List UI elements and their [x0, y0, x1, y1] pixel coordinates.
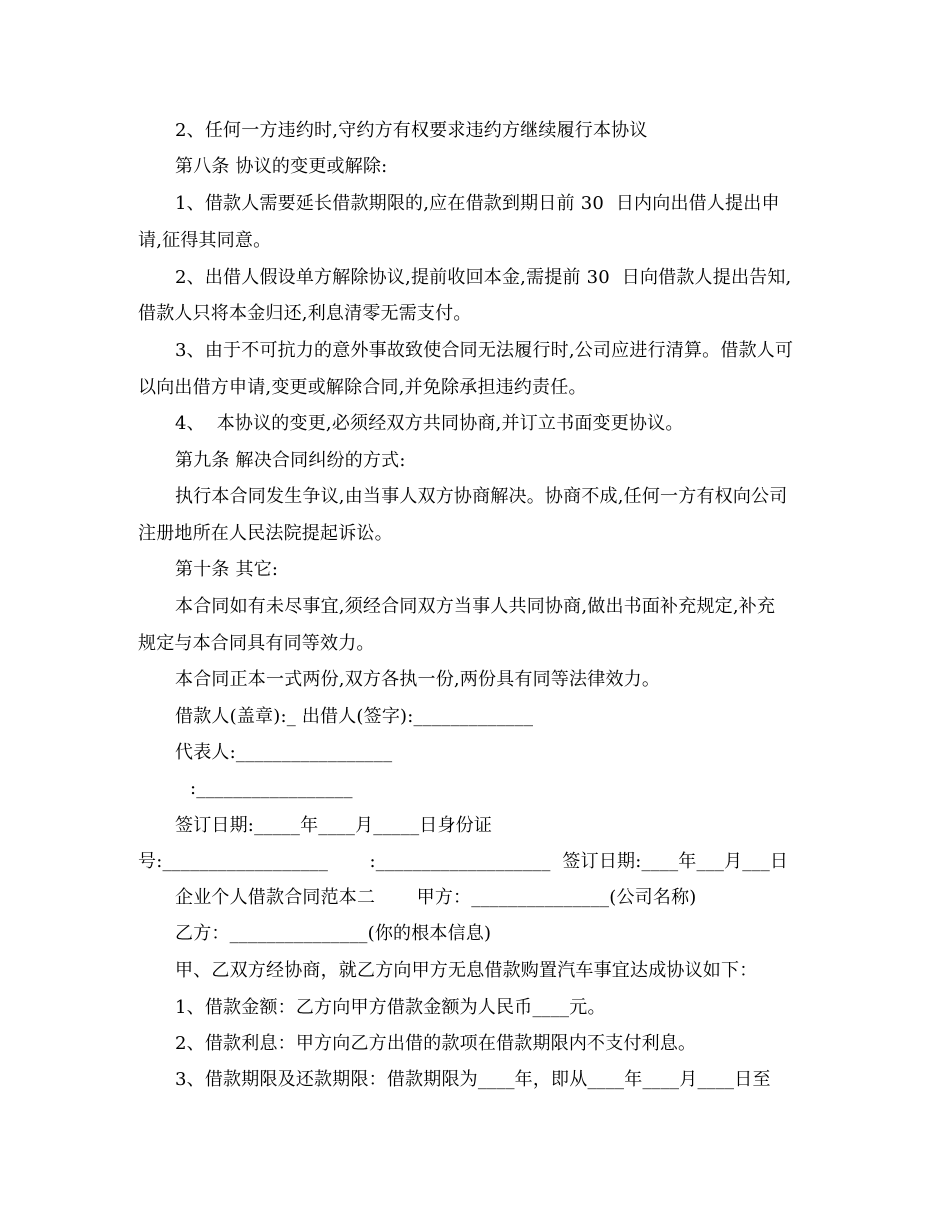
text-line-27: 3、借款期限及还款期限：借款期限为____年，即从____年____月____日至: [175, 1069, 771, 1090]
signature-line-id-date: 号:__________________ :___________________ 签订日期:____年___月___日: [138, 851, 789, 872]
text-line-9: 4、 本协议的变更,必须经双方共同协商,并订立书面变更协议。: [175, 413, 684, 434]
section-heading-article-10: 第十条 其它:: [175, 559, 279, 580]
text-line-7: 3、由于不可抗力的意外事故致使合同无法履行时,公司应进行清算。借款人可: [175, 340, 794, 361]
text-line-1: 2、任何一方违约时,守约方有权要求违约方继续履行本协议: [175, 120, 648, 141]
section-heading-article-9: 第九条 解决合同纠纷的方式:: [175, 450, 406, 471]
signature-line-representative: 代表人:_________________: [175, 742, 393, 763]
text-line-5: 2、出借人假设单方解除协议,提前收回本金,需提前 30 日向借款人提出告知,: [175, 267, 792, 288]
text-line-4: 请,征得其同意。: [138, 230, 272, 251]
signature-line-date: 签订日期:_____年____月_____日身份证: [175, 815, 493, 836]
signature-line-borrower-lender: 借款人(盖章):_ 出借人(签字):_____________: [175, 706, 534, 727]
section-heading-article-8: 第八条 协议的变更或解除:: [175, 156, 388, 177]
text-line-25: 1、借款金额：乙方向甲方借款金额为人民币____元。: [175, 997, 606, 1018]
signature-line-blank: :_________________: [190, 778, 353, 799]
party-b-line: 乙方：_______________(你的根本信息): [175, 923, 492, 944]
text-line-14: 本合同如有未尽事宜,须经合同双方当事人共同协商,做出书面补充规定,补充: [175, 596, 776, 617]
text-line-15: 规定与本合同具有同等效力。: [138, 633, 375, 654]
text-line-11: 执行本合同发生争议,由当事人双方协商解决。协商不成,任何一方有权向公司: [175, 486, 788, 507]
text-line-24: 甲、乙双方经协商，就乙方向甲方无息借款购置汽车事宜达成协议如下：: [175, 960, 758, 981]
text-line-6: 借款人只将本金归还,利息清零无需支付。: [138, 303, 472, 324]
text-line-8: 以向出借方申请,变更或解除合同,并免除承担违约责任。: [138, 377, 587, 398]
contract-two-title-party-a: 企业个人借款合同范本二 甲方：_______________(公司名称): [175, 887, 697, 908]
text-line-12: 注册地所在人民法院提起诉讼。: [138, 523, 393, 544]
text-line-26: 2、借款利息：甲方向乙方出借的款项在借款期限内不支付利息。: [175, 1033, 697, 1054]
text-line-3: 1、借款人需要延长借款期限的,应在借款到期日前 30 日内向出借人提出申: [175, 193, 780, 214]
text-line-16: 本合同正本一式两份,双方各执一份,两份具有同等法律效力。: [175, 669, 661, 690]
